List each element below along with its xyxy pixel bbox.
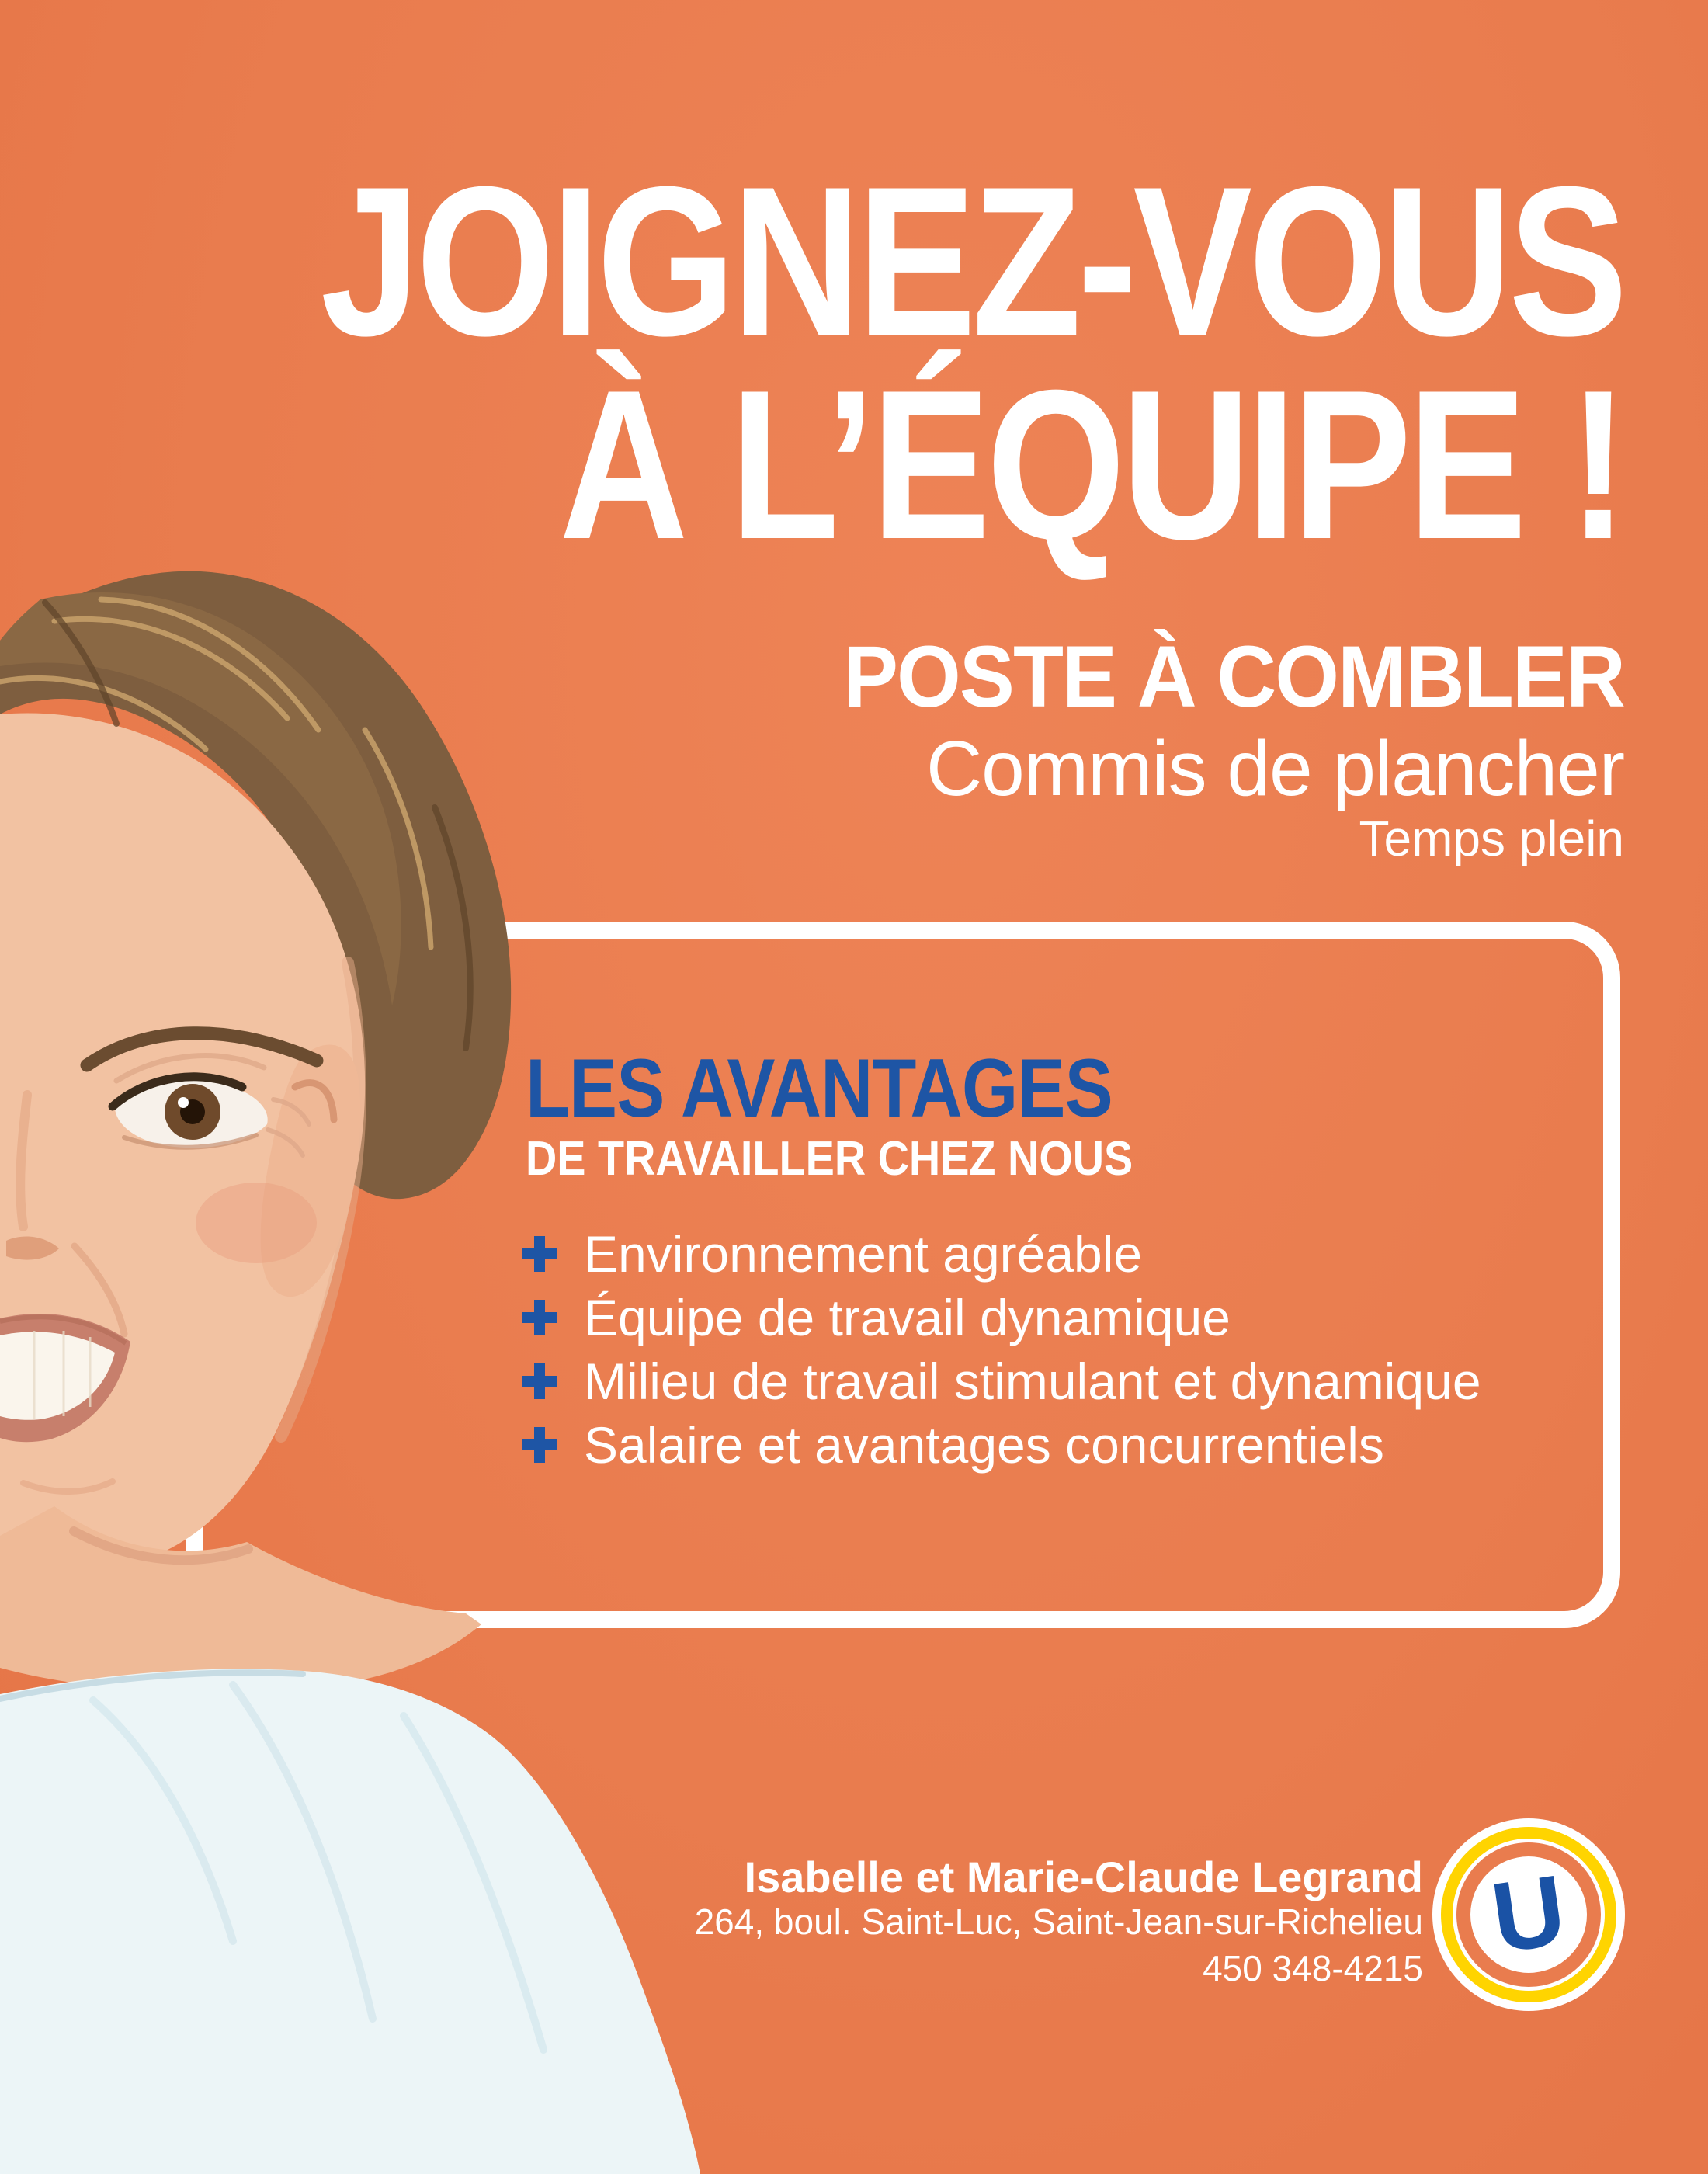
contact-phone: 450 348-4215 <box>1203 1948 1423 1988</box>
contact-address: 264, boul. Saint-Luc, Saint-Jean-sur-Richelieu <box>694 1901 1423 1942</box>
shirt <box>0 1669 700 2174</box>
benefit-label: Équipe de travail dynamique <box>584 1289 1231 1346</box>
store-logo <box>1432 1818 1625 2011</box>
cheek-blush <box>196 1183 317 1263</box>
woman-photo <box>0 295 738 2174</box>
benefits-subheading: DE TRAVAILLER CHEZ NOUS <box>526 1132 1133 1186</box>
logo-u-letter: U <box>1485 1854 1572 1974</box>
contact-names: Isabelle et Marie-Claude Legrand <box>744 1853 1423 1901</box>
benefit-label: Salaire et avantages concurrentiels <box>584 1416 1384 1474</box>
position-title: Commis de plancher <box>925 725 1624 812</box>
benefit-label: Environnement agréable <box>584 1225 1143 1283</box>
headline-line-2: À L’ÉQUIPE ! <box>559 346 1624 584</box>
position-label: POSTE À COMBLER <box>843 628 1624 725</box>
eye-glint <box>178 1097 189 1108</box>
position-schedule: Temps plein <box>1359 811 1624 866</box>
headline-line-1: JOIGNEZ-VOUS <box>321 143 1624 380</box>
benefits-heading: LES AVANTAGES <box>526 1041 1113 1134</box>
benefit-label: Milieu de travail stimulant et dynamique <box>584 1353 1481 1410</box>
